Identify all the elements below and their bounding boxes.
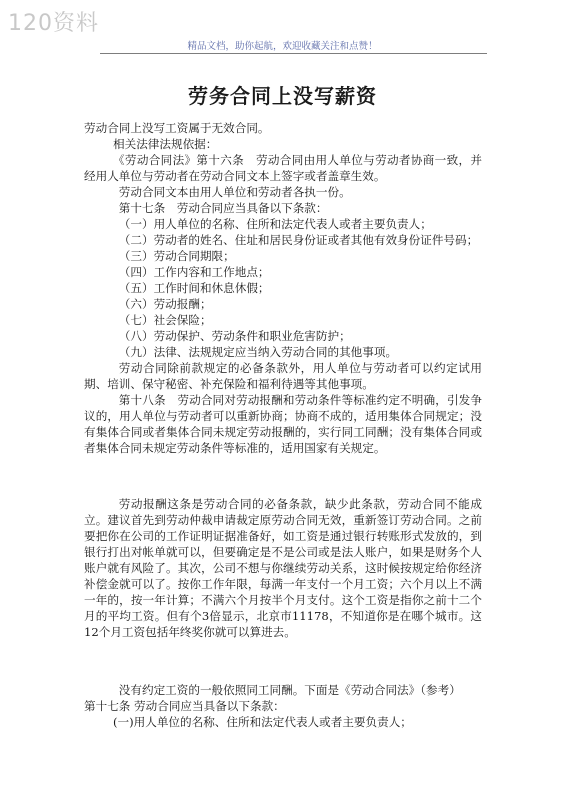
paragraph: 第十七条 劳动合同应当具备以下条款：	[118, 201, 328, 215]
paragraph: 第十八条 劳动合同对劳动报酬和劳动条件等标准约定不明确，引发争议的，用人单位与劳动者可以重新协商；协商不成的，适用集体合同规定；没有集体合同或者集体合同未规定劳动报酬的，实行同工同酬；没有集体合同或者集体合同未规定劳动条件等标准的，适用国家有关规定。	[84, 393, 482, 455]
paragraph: 劳动合同文本由用人单位和劳动者各执一份。	[118, 185, 351, 199]
list-item: （三）劳动合同期限；	[118, 249, 235, 263]
list-item: （九）法律、法规规定应当纳入劳动合同的其他事项。	[118, 345, 398, 359]
list-item: （四）工作内容和工作地点；	[118, 265, 270, 279]
watermark-logo: 120资料	[8, 11, 99, 36]
list-item: （二）劳动者的姓名、住址和居民身份证或者其他有效身份证件号码；	[118, 233, 479, 247]
paragraph: 劳动合同上没写工资属于无效合同。	[84, 121, 270, 135]
paragraph: 没有约定工资的一般依照同工同酬。下面是《劳动合同法》（参考）	[118, 683, 461, 697]
list-item: （一）用人单位的名称、住所和法定代表人或者主要负责人；	[118, 217, 432, 231]
list-item: （八）劳动保护、劳动条件和职业危害防护；	[118, 329, 351, 343]
header-divider	[100, 53, 487, 54]
list-item: （五）工作时间和休息休假；	[118, 281, 270, 295]
paragraph: 劳动合同除前款规定的必备条款外，用人单位与劳动者可以约定试用期、培训、保守秘密、补充保险和福利待遇等其他事项。	[84, 361, 482, 391]
list-item: （六）劳动报酬；	[118, 297, 212, 311]
paragraph: 第十七条 劳动合同应当具备以下条款：	[84, 699, 285, 713]
paragraph: 劳动报酬这条是劳动合同的必备条款，缺少此条款，劳动合同不能成立。建议首先到劳动仲裁申请裁定原劳动合同无效，重新签订劳动合同。之前要把你在公司的工作证明证据准备好，如工资是通过银行转账形式发放的，到银行打出对帐单就可以，但要确定是不是公司或是法人账户，如果是财务个人账户就有风险了。其次，公司不想与你继续劳动关系，这时候按规定给你经济补偿金就可以了。按你工作年限，每满一年支付一个月工资；六个月以上不满一年的，按一年计算；不满六个月按半个月支付。这个工资是指你之前十二个月的平均工资。但有个3倍显示，北京市11178，不知道你是在哪个城市。这12个月工资包括年终奖你就可以算进去。	[84, 497, 482, 639]
document-body	[84, 120, 482, 730]
list-item: （七）社会保险；	[118, 313, 212, 327]
header-tagline: 精品文档，助你起航，欢迎收藏关注和点赞！	[187, 41, 378, 52]
document-title: 劳务合同上没写薪资	[188, 84, 377, 108]
paragraph: (一)用人单位的名称、住所和法定代表人或者主要负责人；	[113, 715, 412, 729]
paragraph: 《劳动合同法》第十六条 劳动合同由用人单位与劳动者协商一致，并经用人单位与劳动者在劳动合同文本上签字或者盖章生效。	[84, 153, 482, 183]
paragraph: 相关法律法规依据：	[113, 137, 218, 151]
